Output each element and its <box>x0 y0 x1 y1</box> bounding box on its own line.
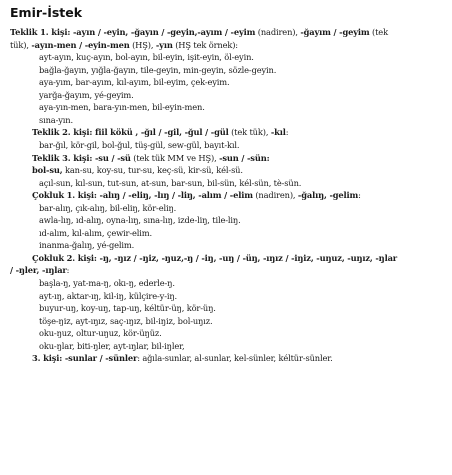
page-title: Emir-İstek <box>10 5 83 20</box>
bold-segment: -kıl <box>270 127 286 138</box>
text-segment: (tek <box>369 27 388 37</box>
bold-segment: Çokluk 1. kişi: -alıŋ / -eliŋ, -lıŋ / -liŋ, -alım / -elim <box>32 190 253 201</box>
text-segment: (nadiren), <box>252 190 298 201</box>
text-line <box>10 264 69 276</box>
text-line <box>39 327 162 339</box>
text-segment: inanma-ğalıŋ, yé-gelim. <box>39 240 135 251</box>
text-segment: töşe-ŋiz, ayt-ıŋız, saç-ıŋız, bil-iŋiz, bol-uŋız. <box>39 315 213 326</box>
text-segment: kan-su, koy-su, tur-su, keç-sü, kir-sü, kél-sü. <box>62 165 243 176</box>
text-segment: : <box>358 190 361 201</box>
text-line <box>39 239 134 251</box>
bold-segment: bol-su, <box>32 165 63 176</box>
bold-segment: 3. kişi: -sunlar / -sünler <box>32 353 138 364</box>
text-line <box>39 214 241 226</box>
text-line <box>39 101 205 113</box>
text-segment: bağla-ğayın, yığla-ğayın, tile-geyin, min-geyin, sözle-geyin. <box>39 64 277 75</box>
text-segment: aya-yım, bar-ayım, kıl-ayım, bil-eyim, çek-eyim. <box>39 77 230 88</box>
bold-segment: -ayın-men / -eyin-men <box>31 39 130 50</box>
text-segment: bar-ğıl, kör-gil, bol-ğul, tüş-gül, sew-gül, bayıt-kıl. <box>39 139 240 150</box>
text-segment: : ağıla-sunlar, al-sunlar, kel-sünler, kéltür-sünler. <box>137 353 333 364</box>
text-segment: : <box>285 127 289 138</box>
text-line <box>10 39 238 51</box>
text-segment: açıl-sun, kıl-sun, tut-sun, at-sun, bar-sun, bil-sün, kél-sün, tè-sün. <box>39 177 302 188</box>
text-segment: (nadiren), <box>255 27 301 37</box>
text-segment: ayt-ıŋ, aktar-ıŋ, kil-iŋ, külçire-y-iŋ. <box>39 290 178 301</box>
text-line <box>32 252 397 264</box>
text-line <box>39 114 73 126</box>
text-line <box>32 152 270 164</box>
bold-segment: -sun / -sün: <box>219 152 270 163</box>
text-segment: (tek tük MM ve HŞ), <box>130 152 220 163</box>
text-segment: (HŞ tek örnek): <box>172 39 238 50</box>
text-segment: (tek tük), <box>228 127 271 138</box>
text-line <box>39 51 254 63</box>
text-segment: awla-lıŋ, ıd-alıŋ, oyna-lıŋ, sına-lıŋ, izde-liŋ, tile-liŋ. <box>39 215 241 226</box>
text-line <box>39 340 185 352</box>
text-line <box>32 189 361 201</box>
text-line <box>39 302 216 314</box>
text-segment: ayt-ayın, kuç-ayın, bol-ayın, bil-eyin, işit-eyin, öl-eyin. <box>39 52 254 63</box>
text-segment: aya-yın-men, bara-yın-men, bil-eyin-men. <box>39 102 205 113</box>
text-segment: oku-ŋuz, oltur-uŋuz, kör-üŋüz. <box>39 328 162 339</box>
text-segment: : <box>66 265 70 276</box>
text-line <box>39 202 176 214</box>
text-segment: tük), <box>10 39 32 50</box>
text-segment: yarğa-ğayım, yé-geyim. <box>39 89 134 100</box>
text-line <box>32 126 288 138</box>
text-line <box>39 76 230 88</box>
bold-segment: / -ŋler, -ıŋlar <box>10 265 67 276</box>
bold-segment: Teklik 2. kişi: fiil kökü , -ğıl / -gil, -ğul / -gül <box>32 127 229 138</box>
text-line <box>39 64 276 76</box>
bold-segment: -yın <box>155 39 173 50</box>
text-segment: (HŞ), <box>129 39 156 50</box>
text-segment: sına-yın. <box>39 114 73 125</box>
bold-segment: Çokluk 2. kişi: -ŋ, -ŋız / -ŋiz, -ŋuz,-ŋ / -iŋ, -uŋ / -üŋ, -ıŋız / -iŋiz, -uŋuz, -uŋız, -ŋlar <box>32 252 398 263</box>
text-segment: bar-alıŋ, çık-alıŋ, bil-eliŋ, kör-eliŋ. <box>39 202 177 213</box>
bold-segment: Teklik 1. kişi: -ayın / -eyin, -ğayın / -geyin,-ayım / -eyim <box>10 27 256 37</box>
text-line <box>39 177 301 189</box>
bold-segment: -ğayım / -geyim <box>300 27 370 37</box>
text-segment: başla-ŋ, yat-ma-ŋ, okı-ŋ, ederle-ŋ. <box>39 278 175 288</box>
text-line <box>10 26 388 38</box>
text-line <box>32 164 243 176</box>
bold-segment: Teklik 3. kişi: -su / -sü <box>32 152 131 163</box>
text-line <box>39 277 175 289</box>
text-line <box>39 139 239 151</box>
text-segment: ıd-alım, kıl-alım, çewir-elim. <box>39 227 153 238</box>
text-line <box>39 315 212 327</box>
text-line <box>39 290 177 302</box>
text-line <box>39 227 152 239</box>
text-segment: buyur-uŋ, koy-uŋ, tap-uŋ, kéltür-üŋ, kör-üŋ. <box>39 303 216 314</box>
text-line <box>32 352 333 364</box>
text-line <box>39 89 134 101</box>
text-segment: oku-ŋlar, biti-ŋler, ayt-ıŋlar, bil-iŋler, <box>39 340 185 351</box>
bold-segment: -ğalıŋ, -gelim <box>297 190 359 201</box>
